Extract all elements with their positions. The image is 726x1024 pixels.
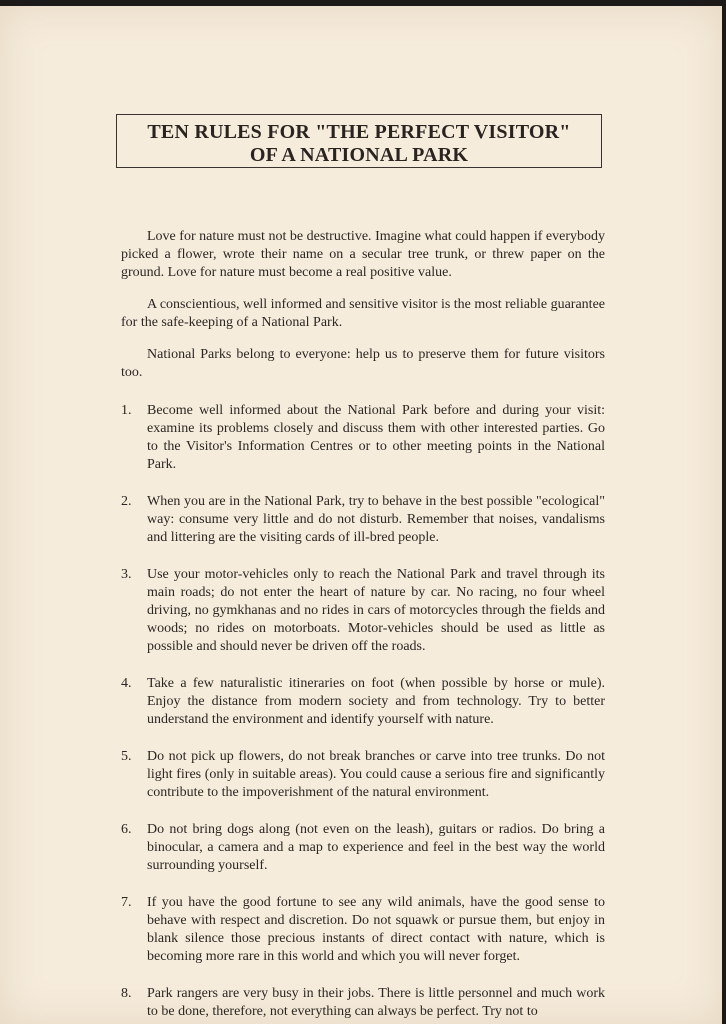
rule-text: Take a few naturalistic itineraries on foot (when possible by horse or mule). Enjoy the distance from modern society and from technology. Try to better understand the environment and identify yourself with nature. [147,676,605,727]
rule-number: 4. [121,676,132,691]
rule-item-4 [121,675,605,729]
rule-text: Use your motor-vehicles only to reach the National Park and travel through its main roads; do not enter the heart of nature by car. No racing, no four wheel driving, no gymkhanas and no rides in cars of motorcycles through the fields and woods; no rides on motorboats. Motor-vehicles should be used as little as possible and should never be driven off the roads. [147,567,605,654]
rule-text: Do not pick up flowers, do not break branches or carve into tree trunks. Do not light fires (only in suitable areas). You could cause a serious fire and significantly contribute to the impoverishment of the natural environment. [147,749,605,800]
rule-item-6 [121,821,605,875]
rule-item-2 [121,493,605,547]
rule-text: Park rangers are very busy in their jobs. There is little personnel and much work to be done, therefore, not everything can always be perfect. Try not to [147,986,605,1019]
rule-item-3 [121,566,605,656]
rules-list [121,402,605,1021]
rule-text: Do not bring dogs along (not even on the leash), guitars or radios. Do bring a binocular, a camera and a map to experience and feel in the best way the world surrounding yourself. [147,822,605,873]
rule-number: 6. [121,822,132,837]
title-box [116,114,602,168]
rule-item-1 [121,402,605,474]
rule-item-7 [121,894,605,966]
intro-paragraph-3: National Parks belong to everyone: help us to preserve them for future visitors too. [121,347,605,380]
rule-number: 5. [121,749,132,764]
intro-paragraph-2: A conscientious, well informed and sensitive visitor is the most reliable guarantee for the safe-keeping of a National Park. [121,297,606,330]
rule-item-5 [121,748,605,802]
rule-number: 3. [121,567,132,582]
intro-paragraph-1: Love for nature must not be destructive. Imagine what could happen if everybody picked a flower, wrote their name on a secular tree trunk, or threw paper on the ground. Love for nature must become a real positive value. [121,229,605,280]
document-body [121,228,605,1024]
rule-number: 8. [121,986,132,1001]
rule-number: 1. [121,403,132,418]
title-line-2: OF A NATIONAL PARK [249,144,469,166]
rule-number: 7. [121,895,132,910]
rule-number: 2. [121,494,132,509]
rule-text: Become well informed about the National Park before and during your visit: examine its problems closely and discuss them with other interested parties. Go to the Visitor's Information Centres or to other meeting points in the National Park. [147,403,605,472]
title-line-1: TEN RULES FOR "THE PERFECT VISITOR" [147,121,571,143]
rule-text: If you have the good fortune to see any wild animals, have the good sense to behave with respect and discretion. Do not squawk or pursue them, but enjoy in blank silence those precious instants of direct contact with nature, which is becoming more rare in this world and which you will never forget. [147,895,605,964]
rule-text: When you are in the National Park, try to behave in the best possible "ecological" way: consume very little and do not disturb. Remember that noises, vandalisms and littering are the visiting cards of ill-bred people. [147,494,605,545]
rule-item-8 [121,985,605,1021]
document-page [0,6,722,1024]
